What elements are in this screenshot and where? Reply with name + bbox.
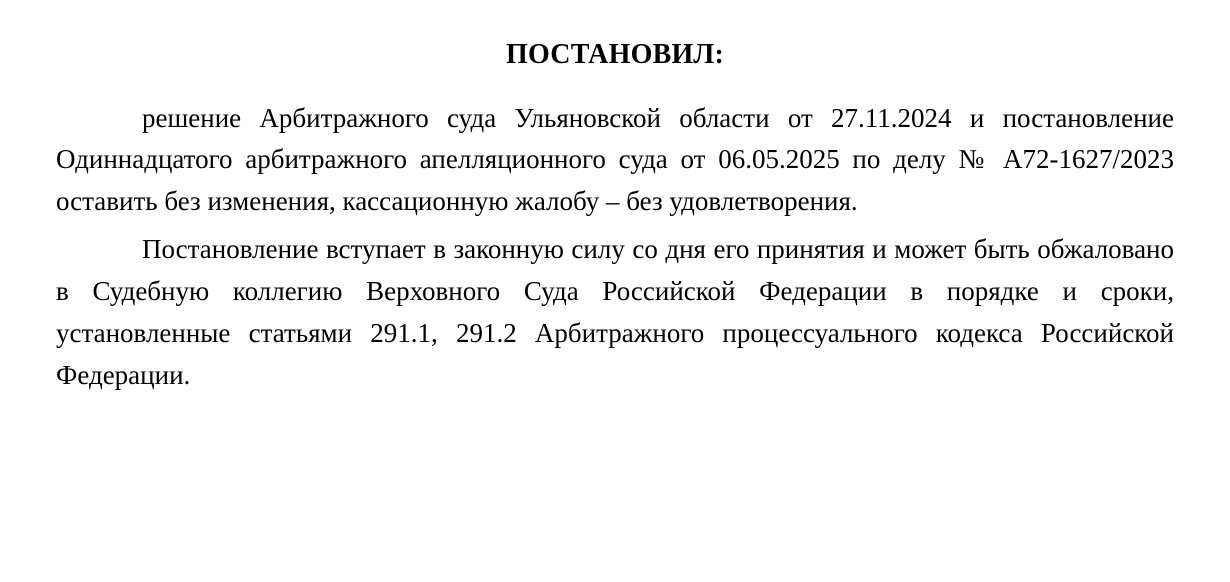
- document-paragraph-ruling: решение Арбитражного суда Ульяновской области от 27.11.2024 и постановление Одиннадцатого арбитражного апелляционного суда от 06.05.2025 по делу № А72-1627/2023 оставить без изменения, кассационную жалобу – без удовлетворения.: [56, 102, 1174, 217]
- page-title: ПОСТАНОВИЛ:: [505, 39, 725, 70]
- document-paragraph-appeal-notice: Постановление вступает в законную силу со дня его принятия и может быть обжаловано в Судебную коллегию Верховного Суда Российской Федерации в порядке и сроки, установленные статьями 291.1, 291.2 Арбитражного процессуального кодекса Российской Федерации.: [56, 234, 1174, 390]
